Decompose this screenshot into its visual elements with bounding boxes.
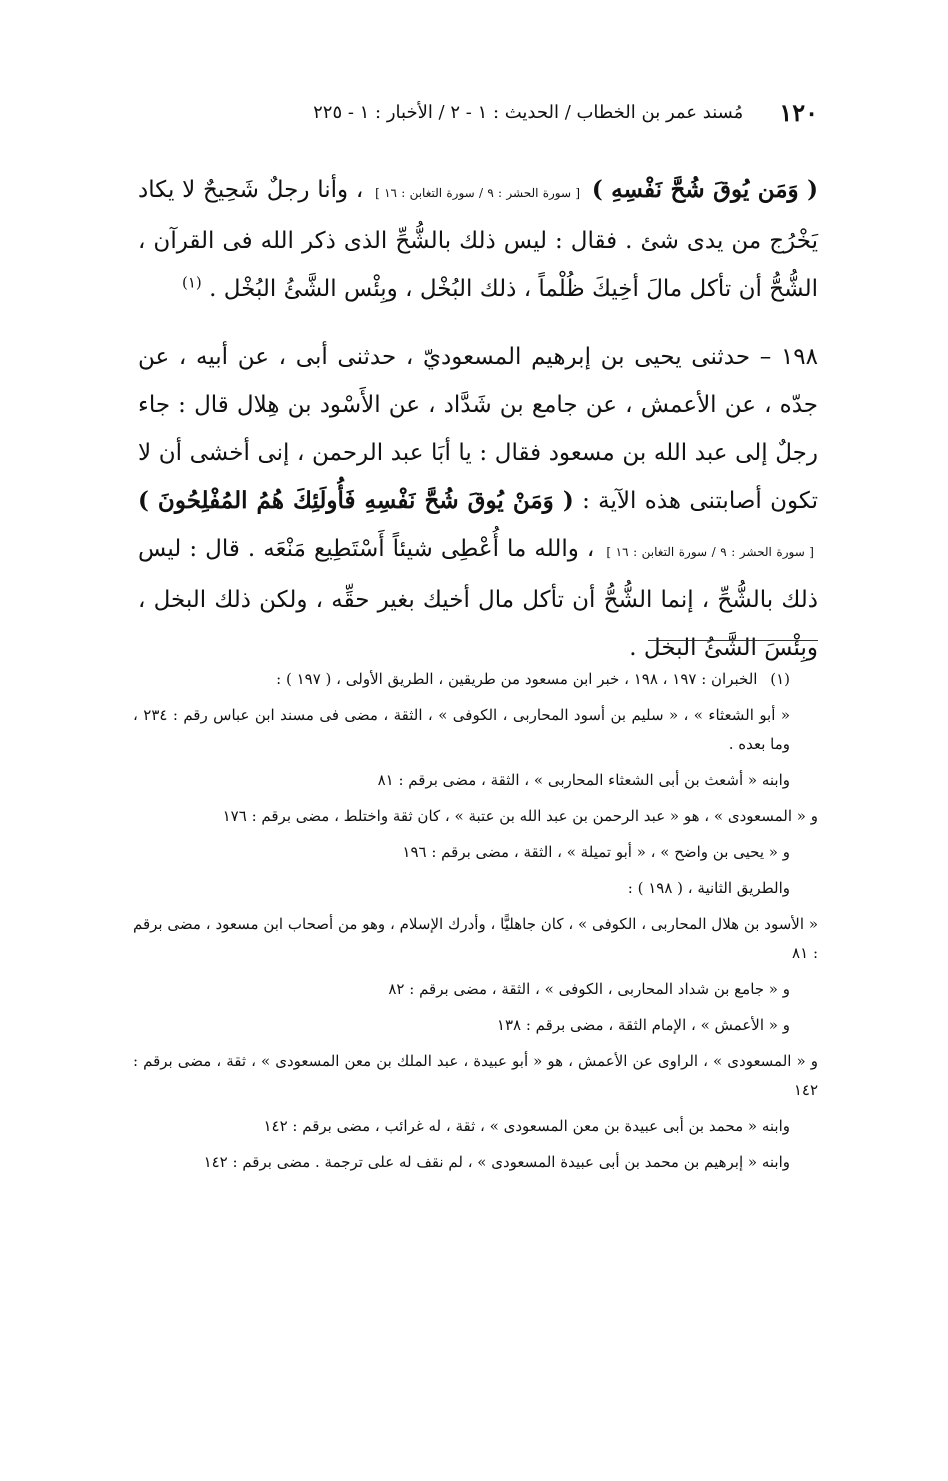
paragraph-2-text: ١٩٨ – حدثنى يحيى بن إبرهيم المسعوديّ ، حدثنى أبى ، عن أبيه ، عن جدّه ، عن الأعمش ، عن جامع بن شَدَّاد ، عن الأَسْود بن هِلال قال : جاء رجلٌ إلى عبد الله بن مسعود فقال : يا أبَا عبد الرحمن ، إنى أخشى أن لا تكون أصابتنى هذه الآية : (138, 344, 818, 514)
footnote-marker: (١) (181, 273, 202, 292)
footnote-text: الخبران : ١٩٧ ، ١٩٨ ، خبر ابن مسعود من طريقين ، الطريق الأولى ، ( ١٩٧ ) : (276, 670, 758, 688)
footnote-divider (648, 640, 818, 641)
footnote-line: والطريق الثانية ، ( ١٩٨ ) : (627, 879, 790, 897)
footnote-line: « أبو الشعثاء » ، « سليم بن أسود المحاربى ، الكوفى » ، الثقة ، مضى فى مسند ابن عباس رقم : ٢٣٤ ، وما بعده . (133, 706, 790, 753)
main-text (138, 166, 818, 692)
footnote-line (133, 665, 818, 694)
footnote-line: و « المسعودى » ، هو « عبد الرحمن بن عبد الله بن عتبة » ، كان ثقة واختلط ، مضى برقم : ١٧٦ (222, 807, 818, 825)
footnote-line: وابنه « إبرهيم بن محمد بن أبى عبيدة المسعودى » ، لم نقف له على ترجمة . مضى برقم : ١٤٢ (203, 1153, 790, 1171)
quran-reference-2: [ سورة الحشر : ٩ / سورة التغابن : ١٦ ] (606, 545, 814, 559)
paragraph-2-text-cont: ، والله ما أُعْطِى شيئاً أَسْتَطِيع مَنْعَه . قال : ليس ذلك بالشُّحِّ ، إنما الشُّحُّ أن تأكل مال أخيك بغير حقِّه ، ولكن ذلك البخل ، وبِئْسَ الشَّئُ البخل . (138, 536, 818, 661)
page-header (138, 92, 818, 132)
quran-reference-1: [ سورة الحشر : ٩ / سورة التغابن : ١٦ ] (375, 186, 581, 200)
paragraph-2 (138, 333, 818, 672)
running-title: مُسند عمر بن الخطاب / الحديث : ١ - ٢ / الأخبار : ١ - ٢٢٥ (313, 101, 744, 123)
footnote-line: و « الأعمش » ، الإمام الثقة ، مضى برقم : ١٣٨ (496, 1016, 790, 1034)
paragraph-1-text: ، وأنا رجلٌ شَحِيحٌ لا يكاد يَخْرُج من يدى شئ . فقال : ليس ذلك بالشُّحِّ الذى ذكر الله فى القرآن ، الشُّحُّ أن تأكل مالَ أخِيكَ ظُلْماً ، ذلك البُخْل ، وبِئْس الشَّئُ البُخْل . (138, 177, 818, 302)
footnote-line: وابنه « محمد بن أبى عبيدة بن معن المسعودى » ، ثقة ، له غرائب ، مضى برقم : ١٤٢ (263, 1117, 790, 1135)
footnote-line: و « جامع بن شداد المحاربى ، الكوفى » ، الثقة ، مضى برقم : ٨٢ (388, 980, 790, 998)
quran-quote-1: ( وَمَن يُوقَ شُحَّ نَفْسِهِ ) (591, 176, 819, 203)
paragraph-1 (138, 166, 818, 313)
footnote-line: و « المسعودى » ، الراوى عن الأعمش ، هو « أبو عبيدة ، عبد الملك بن معن المسعودى » ، ثقة ، مضى برقم : ١٤٢ (133, 1052, 818, 1099)
footnotes (133, 665, 818, 1184)
footnote-number: (١) (770, 670, 790, 688)
page-number: ١٢٠ (779, 97, 818, 127)
footnote-line: و « يحيى بن واضح » ، « أبو تميلة » ، الثقة ، مضى برقم : ١٩٦ (402, 843, 790, 861)
footnote-line: وابنه « أشعث بن أبى الشعثاء المحاربى » ، الثقة ، مضى برقم : ٨١ (377, 771, 790, 789)
quran-quote-2: ( وَمَنْ يُوقَ شُحَّ نَفْسِهِ فَأُولَئِكَ هُمُ المُفْلِحُونَ ) (138, 487, 574, 514)
footnote-line: « الأسود بن هلال المحاربى ، الكوفى » ، كان جاهليًّا ، وأدرك الإسلام ، وهو من أصحاب ابن مسعود ، مضى برقم : ٨١ (133, 915, 818, 962)
